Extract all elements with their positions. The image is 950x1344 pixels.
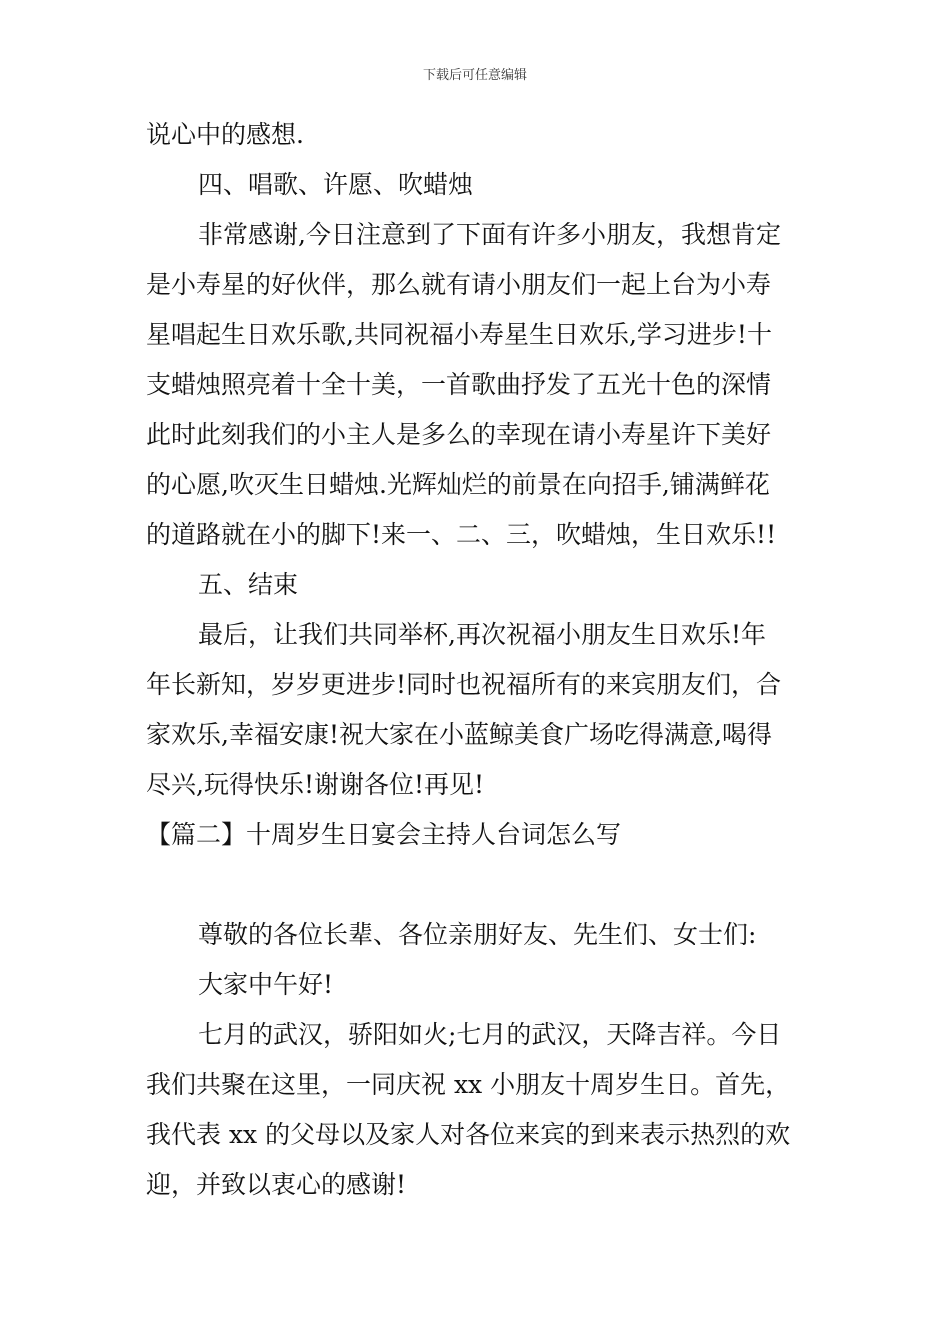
page-header: 下载后可任意编辑	[422, 68, 527, 83]
paragraph-line: 七月的武汉，骄阳如火;七月的武汉，天降吉祥。今日	[198, 1020, 782, 1049]
document-body	[146, 122, 810, 1222]
paragraph-line: 此时此刻我们的小主人是多么的幸现在请小寿星许下美好	[146, 420, 772, 449]
section-heading: 五、结束	[198, 570, 299, 599]
paragraph-line: 说心中的感想.	[146, 120, 304, 149]
paragraph-line: 年长新知，岁岁更进步!同时也祝福所有的来宾朋友们，合	[146, 670, 782, 699]
salutation-line: 尊敬的各位长辈、各位亲朋好友、先生们、女士们:	[198, 920, 757, 949]
paragraph-line: 支蜡烛照亮着十全十美，一首歌曲抒发了五光十色的深情	[146, 370, 772, 399]
article-title: 【篇二】十周岁生日宴会主持人台词怎么写	[146, 820, 622, 849]
greeting-line: 大家中午好!	[198, 970, 334, 999]
paragraph-line: 我们共聚在这里，一同庆祝 xx 小朋友十周岁生日。首先，	[146, 1070, 791, 1099]
paragraph-line: 最后，让我们共同举杯,再次祝福小朋友生日欢乐!年	[198, 620, 766, 649]
paragraph-line: 家欢乐,幸福安康!祝大家在小蓝鲸美食广场吃得满意,喝得	[146, 720, 772, 749]
paragraph-line: 是小寿星的好伙伴，那么就有请小朋友们一起上台为小寿	[146, 270, 772, 299]
paragraph-line: 的心愿,吹灭生日蜡烛.光辉灿烂的前景在向招手,铺满鲜花	[146, 470, 770, 499]
blank-spacer	[146, 872, 810, 922]
paragraph-line: 我代表 xx 的父母以及家人对各位来宾的到来表示热烈的欢	[146, 1120, 791, 1149]
paragraph-line: 尽兴,玩得快乐!谢谢各位!再见!	[146, 770, 485, 799]
paragraph-line: 非常感谢,今日注意到了下面有许多小朋友，我想肯定	[198, 220, 781, 249]
paragraph-line: 星唱起生日欢乐歌,共同祝福小寿星生日欢乐,学习进步!十	[146, 320, 772, 349]
section-heading: 四、唱歌、许愿、吹蜡烛	[198, 170, 474, 199]
paragraph-line: 的道路就在小的脚下!来一、二、三，吹蜡烛，生日欢乐!!	[146, 520, 777, 549]
paragraph-line: 迎，并致以衷心的感谢!	[146, 1170, 407, 1199]
